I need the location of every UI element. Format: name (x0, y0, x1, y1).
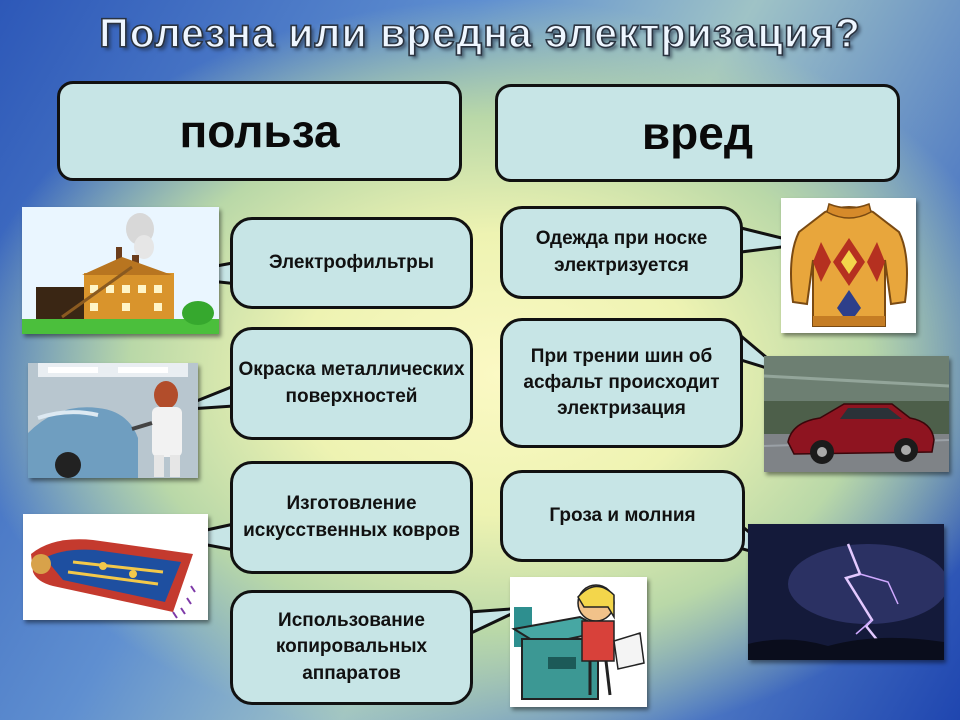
lightning-icon (748, 524, 944, 660)
factory-icon (22, 207, 219, 334)
car-painting-icon (28, 363, 198, 478)
sweater-icon (781, 198, 916, 333)
harm-header: вред (495, 84, 900, 182)
benefit-item-painting: Окраска металлических поверхностей (230, 327, 473, 440)
copier-icon (510, 577, 647, 707)
benefit-item-electrofilters: Электрофильтры (230, 217, 473, 309)
benefit-item-carpets: Изготовление искусственных ковров (230, 461, 473, 574)
car-icon (764, 356, 949, 472)
harm-item-clothing: Одежда при носке электризуется (500, 206, 743, 299)
harm-item-lightning: Гроза и молния (500, 470, 745, 562)
benefit-header: польза (57, 81, 462, 181)
harm-item-tires: При трении шин об асфальт происходит электризация (500, 318, 743, 448)
carpet-icon (23, 514, 208, 620)
page-title: Полезна или вредна электризация? (99, 10, 861, 56)
benefit-item-copiers: Использование копировальных аппаратов (230, 590, 473, 705)
